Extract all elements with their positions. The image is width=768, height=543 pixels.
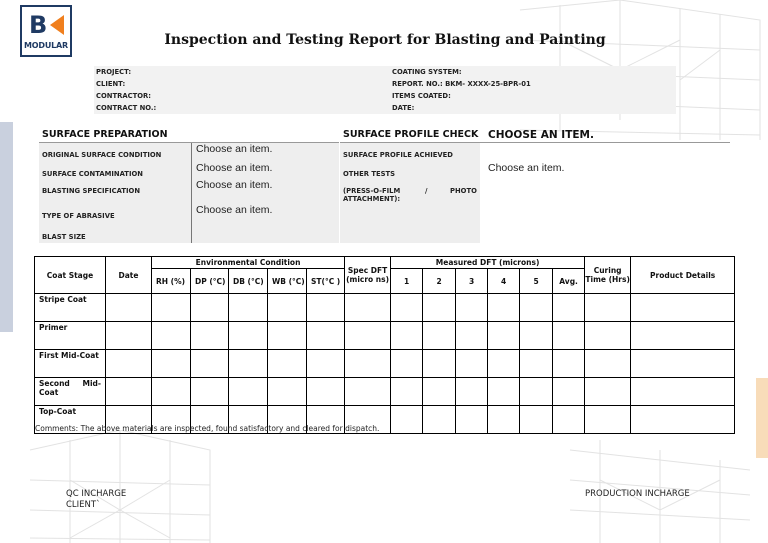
slash-separator: /	[425, 187, 428, 195]
coat-stage-cell: Stripe Coat	[35, 294, 106, 322]
dft-3-header: 3	[456, 269, 488, 294]
dft-1-header: 1	[391, 269, 423, 294]
decorative-scaffold-bottom-left	[20, 430, 220, 543]
table-cell[interactable]	[423, 350, 456, 378]
table-row	[35, 378, 735, 406]
surface-profile-check-heading: SURFACE PROFILE CHECK	[343, 129, 479, 140]
table-cell[interactable]	[631, 294, 735, 322]
table-cell[interactable]	[423, 406, 456, 434]
dft-5-header: 5	[520, 269, 553, 294]
table-cell[interactable]	[345, 294, 391, 322]
table-cell[interactable]	[191, 294, 229, 322]
logo-triangle-icon	[50, 15, 64, 35]
header-client-label: CLIENT:	[96, 80, 126, 89]
table-cell[interactable]	[229, 322, 268, 350]
production-incharge-label: PRODUCTION INCHARGE	[585, 489, 690, 499]
table-cell[interactable]	[268, 322, 307, 350]
table-cell[interactable]	[553, 350, 585, 378]
logo-wordmark: MODULAR	[24, 41, 68, 50]
header-row	[94, 102, 676, 114]
table-cell[interactable]	[423, 378, 456, 406]
table-cell[interactable]	[423, 294, 456, 322]
table-cell[interactable]	[229, 378, 268, 406]
table-cell[interactable]	[631, 406, 735, 434]
header-project-label: PROJECT:	[96, 68, 132, 76]
table-cell[interactable]	[229, 350, 268, 378]
header-items-coated-label: ITEMS COATED:	[392, 92, 451, 101]
coat-stage-cell: Primer	[35, 322, 106, 350]
coat-stage-cell: Top-Coat	[35, 406, 106, 434]
table-cell[interactable]	[553, 378, 585, 406]
coat-stage-cell: First Mid-Coat	[35, 350, 106, 378]
surface-preparation-heading: SURFACE PREPARATION	[42, 129, 168, 140]
product-details-header: Product Details	[631, 257, 735, 294]
table-cell[interactable]	[553, 406, 585, 434]
original-surface-condition-dropdown[interactable]: Choose an item.	[196, 143, 273, 155]
surface-contamination-dropdown[interactable]: Choose an item.	[196, 162, 273, 174]
table-cell[interactable]	[268, 294, 307, 322]
client-label: CLIENT`	[66, 500, 101, 510]
table-cell[interactable]	[307, 350, 345, 378]
surface-contamination-label: SURFACE CONTAMINATION	[42, 170, 143, 178]
table-cell[interactable]	[152, 350, 191, 378]
table-cell[interactable]	[307, 378, 345, 406]
table-cell[interactable]	[152, 294, 191, 322]
table-cell[interactable]	[345, 350, 391, 378]
blasting-specification-label: BLASTING SPECIFICATION	[42, 187, 141, 195]
table-cell[interactable]	[106, 322, 152, 350]
table-cell[interactable]	[106, 350, 152, 378]
table-cell[interactable]	[391, 294, 423, 322]
press-o-film-label: (PRESS-O-FILM	[343, 187, 401, 195]
comments-text: Comments: The above materials are inspected, found satisfactory and cleared for dispatch.	[35, 424, 380, 433]
coat-stage-cell: Second Mid-Coat	[35, 378, 106, 406]
original-surface-condition-label: ORIGINAL SURFACE CONDITION	[42, 151, 162, 159]
header-coating-system-label: COATING SYSTEM:	[392, 68, 462, 76]
surface-profile-achieved-label: SURFACE PROFILE ACHIEVED	[343, 151, 453, 159]
st-header: ST(°C )	[307, 269, 345, 294]
table-cell[interactable]	[553, 294, 585, 322]
coat-stage-header: Coat Stage	[35, 257, 106, 294]
table-cell[interactable]	[456, 406, 488, 434]
rh-header: RH (%)	[152, 269, 191, 294]
table-cell[interactable]	[585, 378, 631, 406]
table-cell[interactable]	[520, 378, 553, 406]
table-cell[interactable]	[585, 350, 631, 378]
dp-header: DP (°C)	[191, 269, 229, 294]
measured-dft-header: Measured DFT (microns)	[391, 257, 585, 269]
spec-dft-header: Spec DFT (micro ns)	[345, 257, 391, 294]
header-row	[94, 78, 676, 90]
date-header: Date	[106, 257, 152, 294]
table-cell[interactable]	[191, 350, 229, 378]
header-row	[94, 90, 676, 102]
header-report-no: REPORT. NO.: BKM- XXXX-25-BPR-01	[392, 80, 531, 89]
type-of-abrasive-label: TYPE OF ABRASIVE	[42, 212, 115, 220]
table-cell[interactable]	[456, 378, 488, 406]
coating-inspection-table	[34, 256, 735, 434]
type-of-abrasive-dropdown[interactable]: Choose an item.	[196, 204, 273, 216]
table-cell[interactable]	[456, 322, 488, 350]
table-cell[interactable]	[391, 350, 423, 378]
table-row	[35, 322, 735, 350]
table-cell[interactable]	[268, 378, 307, 406]
table-row	[35, 294, 735, 322]
table-cell[interactable]	[307, 294, 345, 322]
table-cell[interactable]	[106, 294, 152, 322]
surface-profile-achieved-dropdown[interactable]: Choose an item.	[488, 162, 565, 174]
table-cell[interactable]	[345, 378, 391, 406]
table-cell[interactable]	[585, 406, 631, 434]
dft-2-header: 2	[423, 269, 456, 294]
table-cell[interactable]	[488, 294, 520, 322]
curing-time-header: Curing Time (Hrs)	[585, 257, 631, 294]
table-cell[interactable]	[553, 322, 585, 350]
dft-4-header: 4	[488, 269, 520, 294]
surface-profile-check-dropdown[interactable]: CHOOSE AN ITEM.	[488, 129, 594, 141]
table-cell[interactable]	[488, 378, 520, 406]
logo-letter: B	[29, 11, 48, 39]
wb-header: WB (°C)	[268, 269, 307, 294]
dft-avg-header: Avg.	[553, 269, 585, 294]
qc-incharge-label: QC INCHARGE	[66, 489, 127, 499]
header-info-block	[94, 66, 676, 114]
table-cell[interactable]	[520, 350, 553, 378]
header-contract-no-label: CONTRACT NO.:	[96, 104, 157, 113]
table-cell[interactable]	[631, 322, 735, 350]
table-cell[interactable]	[488, 350, 520, 378]
photo-label: PHOTO	[450, 187, 477, 195]
table-cell[interactable]	[631, 350, 735, 378]
table-cell[interactable]	[456, 350, 488, 378]
header-contractor-label: CONTRACTOR:	[96, 92, 151, 101]
table-cell[interactable]	[391, 406, 423, 434]
table-cell[interactable]	[191, 322, 229, 350]
header-row	[94, 66, 676, 78]
blasting-specification-dropdown[interactable]: Choose an item.	[196, 179, 273, 191]
table-cell[interactable]	[106, 378, 152, 406]
table-row	[35, 350, 735, 378]
table-cell[interactable]	[191, 378, 229, 406]
table-cell[interactable]	[520, 322, 553, 350]
db-header: DB (°C)	[229, 269, 268, 294]
table-cell[interactable]	[423, 322, 456, 350]
table-cell[interactable]	[585, 294, 631, 322]
blast-size-label: BLAST SIZE	[42, 233, 86, 241]
header-date-label: DATE:	[392, 104, 415, 113]
table-cell[interactable]	[345, 322, 391, 350]
attachment-label: ATTACHMENT):	[343, 195, 401, 203]
table-cell[interactable]	[307, 322, 345, 350]
other-tests-label: OTHER TESTS	[343, 170, 396, 178]
table-cell[interactable]	[456, 294, 488, 322]
table-cell[interactable]	[631, 378, 735, 406]
table-cell[interactable]	[229, 294, 268, 322]
company-logo	[20, 5, 72, 57]
report-title: Inspection and Testing Report for Blasting and Painting	[164, 32, 606, 48]
table-cell[interactable]	[268, 350, 307, 378]
table-cell[interactable]	[585, 322, 631, 350]
table-cell[interactable]	[391, 322, 423, 350]
decorative-left-stripe	[0, 122, 13, 332]
table-cell[interactable]	[520, 294, 553, 322]
table-cell[interactable]	[152, 322, 191, 350]
table-cell[interactable]	[520, 406, 553, 434]
table-cell[interactable]	[488, 406, 520, 434]
environmental-condition-header: Environmental Condition	[152, 257, 345, 269]
table-cell[interactable]	[391, 378, 423, 406]
column-divider	[191, 143, 192, 243]
table-cell[interactable]	[152, 378, 191, 406]
table-cell[interactable]	[488, 322, 520, 350]
